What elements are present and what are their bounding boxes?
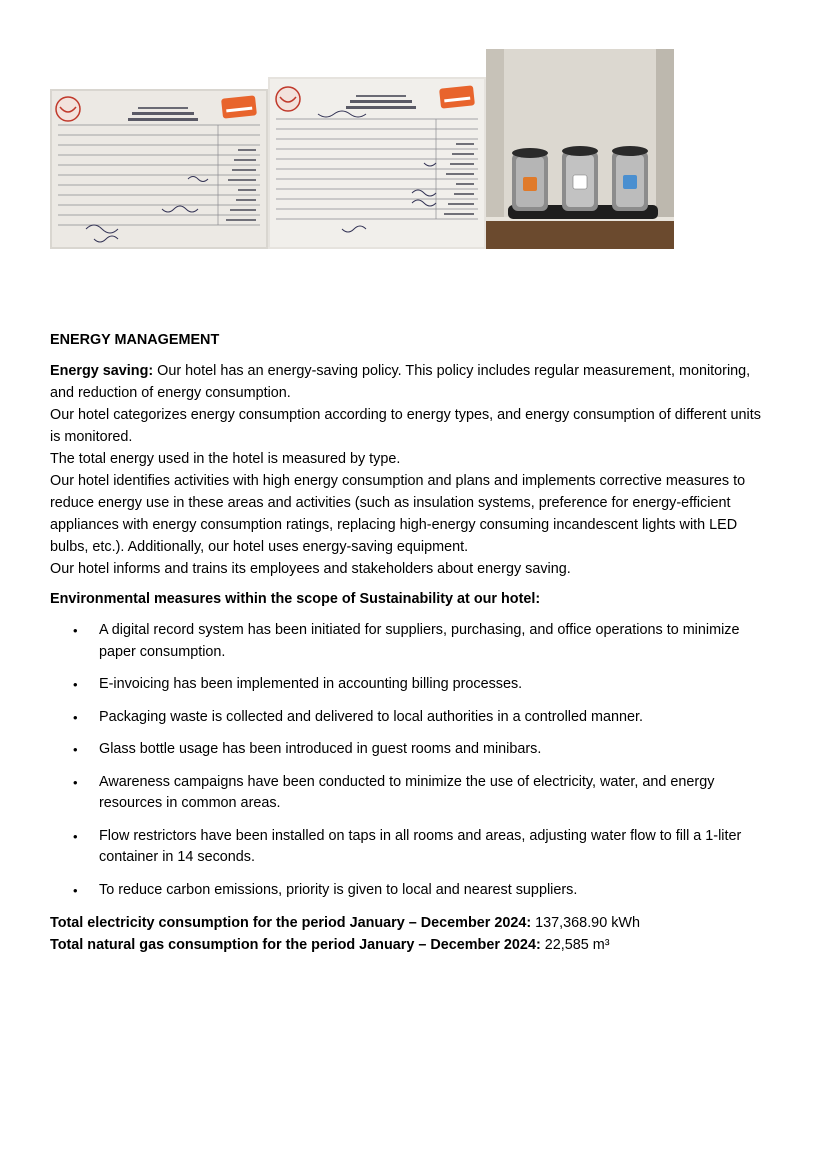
list-item-text: E-invoicing has been implemented in accounting billing processes. bbox=[99, 676, 523, 692]
bullet-icon: • bbox=[73, 742, 78, 757]
bullet-icon: • bbox=[73, 882, 78, 898]
energy-paragraph: Our hotel identifies activities with high energy consumption and plans and implements corrective measures to reduce energy use in these areas and activities (such as insulation systems, preference for energy-efficient appliances with energy consumption ratings, replacing high-energy consuming incandescent lights with LED bulbs, etc.). Additionally, our hotel uses energy-saving equipment. bbox=[50, 473, 746, 555]
energy-paragraph: Our hotel categorizes energy consumption according to energy types, and energy consumption of different units is monitored. bbox=[50, 407, 761, 445]
list-item-text: Awareness campaigns have been conducted to minimize the use of electricity, water, and energy resources in common areas. bbox=[99, 773, 715, 811]
energy-paragraph: The total energy used in the hotel is measured by type. bbox=[50, 451, 401, 467]
gas-label: Total natural gas consumption for the period January – December 2024: bbox=[50, 937, 541, 953]
list-item-text: Flow restrictors have been installed on taps in all rooms and areas, adjusting water flow to fill a 1-liter container in 14 seconds. bbox=[99, 827, 742, 865]
receipt-form-image bbox=[50, 89, 268, 249]
list-item-text: A digital record system has been initiated for suppliers, purchasing, and office operations to minimize paper consumption. bbox=[99, 622, 740, 660]
bullet-icon: • bbox=[73, 828, 78, 844]
list-item-text: To reduce carbon emissions, priority is given to local and nearest suppliers. bbox=[99, 881, 578, 898]
energy-saving-first-line: Our hotel has an energy-saving policy. This policy includes regular measurement, monitoring, and reduction of energy consumption. bbox=[50, 363, 751, 401]
bullet-icon: • bbox=[73, 774, 78, 790]
list-item-text: Packaging waste is collected and delivered to local authorities in a controlled manner. bbox=[99, 708, 643, 725]
list-item bbox=[50, 620, 772, 663]
list-item bbox=[50, 772, 772, 815]
energy-saving-intro bbox=[50, 360, 772, 404]
gas-total bbox=[50, 934, 772, 956]
energy-saving-lead: Energy saving: bbox=[50, 363, 154, 379]
bullet-icon: • bbox=[73, 623, 78, 638]
list-item-text: Glass bottle usage has been introduced in guest rooms and minibars. bbox=[99, 741, 542, 757]
bullet-icon: • bbox=[73, 709, 78, 725]
list-item bbox=[50, 880, 772, 902]
electricity-label: Total electricity consumption for the period January – December 2024: bbox=[50, 915, 532, 931]
electricity-value: 137,368.90 kWh bbox=[531, 915, 640, 931]
electricity-total bbox=[50, 912, 772, 934]
gas-value: 22,585 m³ bbox=[540, 937, 610, 953]
waste-receipt-photo-1 bbox=[50, 89, 268, 249]
receipt-form-image bbox=[268, 77, 486, 249]
list-item bbox=[50, 826, 772, 869]
section-title: ENERGY MANAGEMENT bbox=[50, 332, 220, 348]
recycling-bins-photo bbox=[486, 49, 674, 249]
sustainability-heading: Environmental measures within the scope of Sustainability at our hotel: bbox=[50, 591, 541, 607]
waste-receipt-photo-2 bbox=[268, 77, 486, 249]
list-item bbox=[50, 739, 772, 761]
list-item bbox=[50, 674, 772, 696]
consumption-totals bbox=[50, 912, 772, 956]
recycling-bins-image bbox=[486, 49, 674, 249]
bullet-icon: • bbox=[73, 677, 78, 692]
sustainability-list bbox=[50, 620, 772, 901]
energy-paragraph: Our hotel informs and trains its employees and stakeholders about energy saving. bbox=[50, 561, 571, 577]
list-item bbox=[50, 707, 772, 729]
document-body bbox=[50, 330, 772, 956]
